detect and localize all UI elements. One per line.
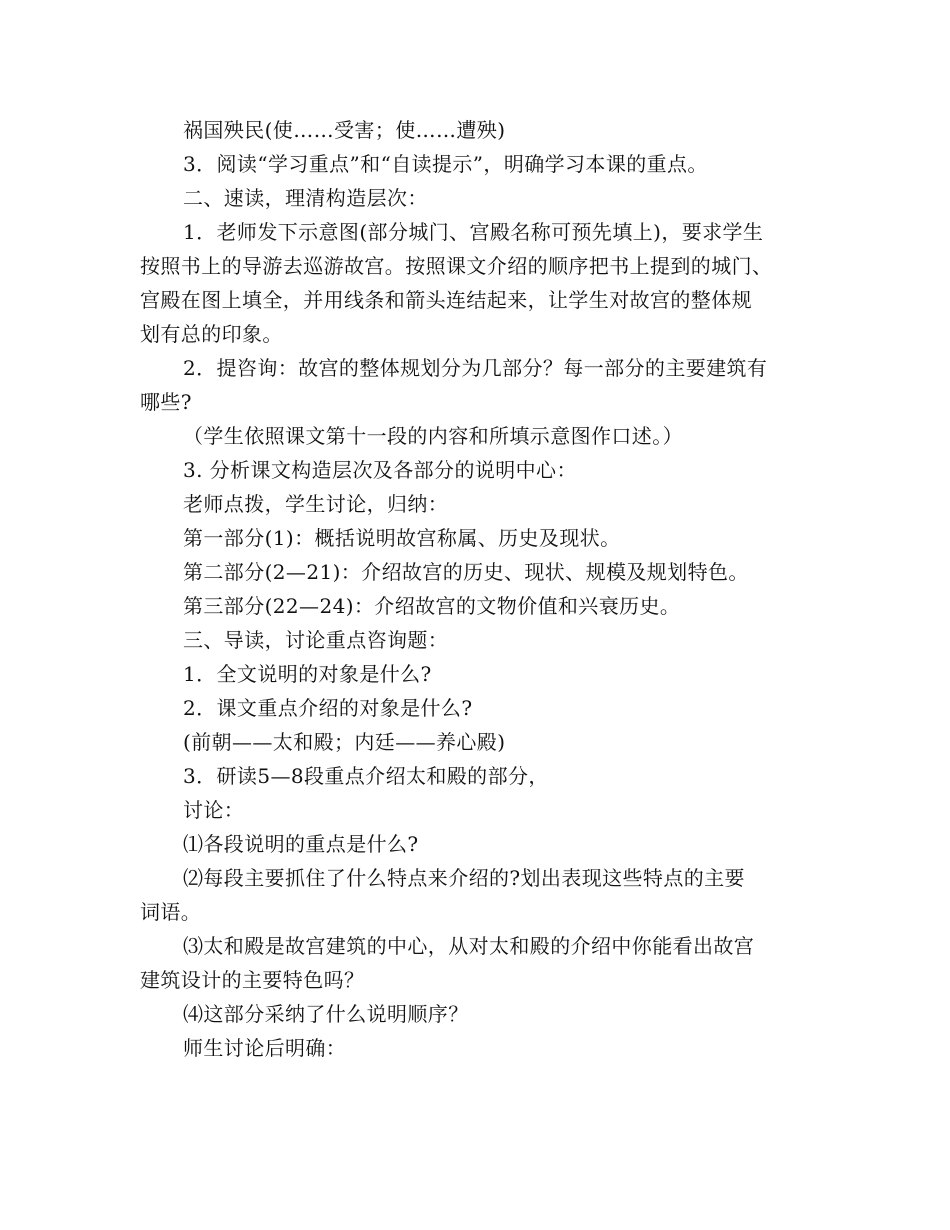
text-line-25: ⑶太和殿是故宫建筑的中心，从对太和殿的介绍中你能看出故宫 — [183, 934, 755, 958]
text-line-18: 2．课文重点介绍的对象是什么? — [183, 696, 473, 720]
text-line-4: 1．老师发下示意图(部分城门、宫殿名称可预先填上)，要求学生 — [183, 220, 764, 244]
text-line-9: 哪些? — [140, 390, 192, 414]
text-line-14: 第二部分(2—21)：介绍故宫的历史、现状、规模及规划特色。 — [183, 560, 749, 584]
text-line-13: 第一部分(1)：概括说明故宫称属、历史及现状。 — [183, 526, 621, 550]
text-line-21: 讨论： — [183, 798, 245, 822]
text-line-15: 第三部分(22—24)：介绍故宫的文物价值和兴衰历史。 — [183, 594, 681, 618]
text-line-28: 师生讨论后明确： — [183, 1036, 347, 1060]
text-line-8: 2．提咨询：故宫的整体规划分为几部分？每一部分的主要建筑有 — [183, 356, 768, 380]
section-heading-2: 二、速读，理清构造层次： — [183, 186, 428, 210]
text-line-19: (前朝——太和殿；内廷——养心殿) — [183, 730, 506, 754]
text-line-10: （学生依照课文第十一段的内容和所填示意图作口述。） — [183, 424, 683, 448]
text-line-17: 1．全文说明的对象是什么? — [183, 662, 432, 686]
text-line-11: 3. 分析课文构造层次及各部分的说明中心： — [183, 458, 577, 482]
text-line-23: ⑵每段主要抓住了什么特点来介绍的?划出表现这些特点的主要 — [183, 866, 745, 890]
text-line-26: 建筑设计的主要特色吗？ — [140, 968, 365, 992]
text-line-24: 词语。 — [140, 900, 202, 924]
text-line-27: ⑷这部分采纳了什么说明顺序？ — [183, 1002, 469, 1026]
text-line-12: 老师点拨，学生讨论，归纳： — [183, 492, 449, 516]
text-line-7: 划有总的印象。 — [140, 322, 283, 346]
text-line-20: 3．研读5—8段重点介绍太和殿的部分， — [183, 764, 549, 788]
text-line-6: 宫殿在图上填全，并用线条和箭头连结起来，让学生对故宫的整体规 — [140, 288, 752, 312]
text-line-5: 按照书上的导游去巡游故宫。按照课文介绍的顺序把书上提到的城门、 — [140, 254, 773, 278]
text-line-2: 3．阅读“学习重点”和“自读提示”，明确学习本课的重点。 — [183, 152, 708, 176]
text-line-22: ⑴各段说明的重点是什么? — [183, 832, 419, 856]
text-line-1: 祸国殃民(使……受害；使……遭殃) — [183, 118, 506, 142]
section-heading-3: 三、导读，讨论重点咨询题： — [183, 628, 449, 652]
